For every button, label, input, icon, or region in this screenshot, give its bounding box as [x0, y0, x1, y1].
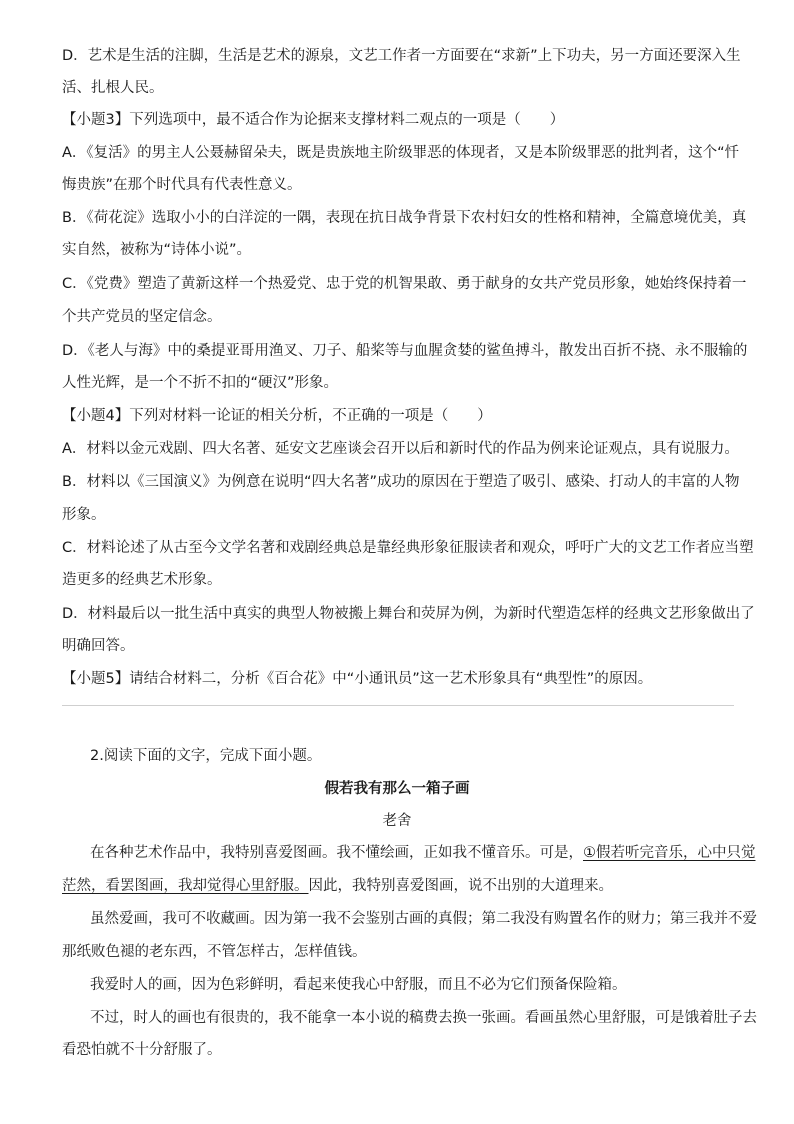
paragraph-1-text-cont: 因此，我特别喜爱图画，说不出别的大道理来。	[308, 878, 613, 894]
q4-option-d-line-1: D．材料最后以一批生活中真实的典型人物被搬上舞台和荧屏为例，为新时代塑造怎样的经典文艺形象做出了	[62, 606, 755, 622]
q4-option-b-line-2: 形象。	[62, 507, 106, 523]
question-5-stem: 【小题5】请结合材料二，分析《百合花》中“小通讯员”这一艺术形象具有“典型性”的原因。	[62, 671, 653, 687]
underlined-sentence-1: ①假若听完音乐，心中只觉	[583, 845, 756, 861]
option-d-line-1: D．艺术是生活的注脚，生活是艺术的源泉，文艺工作者一方面要在“求新”上下功夫，另一方面还要深入生	[62, 48, 741, 64]
q3-option-b-line-1: B．《荷花淀》选取小小的白洋淀的一隅，表现在抗日战争背景下农村妇女的性格和精神，全篇意境优美，真	[62, 210, 747, 226]
q4-option-a-line-1: A．材料以金元戏剧、四大名著、延安文艺座谈会召开以后和新时代的作品为例来论证观点，具有说服力。	[62, 441, 739, 457]
reading-intro: 2.阅读下面的文字，完成下面小题。	[90, 748, 322, 764]
q4-option-d-line-2: 明确回答。	[62, 638, 135, 654]
paragraph-3-line-1: 我爱时人的画，因为色彩鲜明，看起来使我心中舒服，而且不必为它们预备保险箱。	[90, 977, 627, 993]
paragraph-2-line-2: 那纸败色褪的老东西，不管怎样古，怎样值钱。	[62, 944, 367, 960]
paragraph-4-line-1: 不过，时人的画也有很贵的，我不能拿一本小说的稿费去换一张画。看画虽然心里舒服，可是饿着肚子去	[90, 1010, 757, 1026]
article-title: 假若我有那么一箱子画	[324, 781, 470, 797]
question-3-stem: 【小题3】下列选项中，最不适合作为论据来支撑材料二观点的一项是（ ）	[62, 112, 565, 128]
section-divider	[62, 705, 734, 706]
paragraph-2-line-1: 虽然爱画，我可不收藏画。因为第一我不会鉴别古画的真假；第二我没有购置名作的财力；第三我并不爱	[90, 911, 757, 927]
q3-option-c-line-1: C．《党费》塑造了黄新这样一个热爱党、忠于党的机智果敢、勇于献身的女共产党员形象，她始终保持着一	[62, 276, 747, 292]
underlined-sentence-1-cont: 茫然，看罢图画，我却觉得心里舒服。	[62, 878, 309, 894]
paragraph-1-text: 在各种艺术作品中，我特别喜爱图画。我不懂绘画，正如我不懂音乐。可是，	[90, 845, 583, 861]
q4-option-c-line-2: 造更多的经典艺术形象。	[62, 572, 222, 588]
q3-option-a-line-1: A．《复活》的男主人公聂赫留朵夫，既是贵族地主阶级罪恶的体现者，又是本阶级罪恶的批判者，这个“忏	[62, 145, 740, 161]
paragraph-1-line-1	[90, 843, 756, 863]
q3-option-b-line-2: 实自然，被称为“诗体小说”。	[62, 242, 252, 258]
q3-option-d-line-2: 人性光辉，是一个不折不扣的“硬汉”形象。	[62, 375, 339, 391]
q3-option-c-line-2: 个共产党员的坚定信念。	[62, 309, 222, 325]
q4-option-c-line-1: C．材料论述了从古至今文学名著和戏剧经典总是靠经典形象征服读者和观众，呼吁广大的文艺工作者应当塑	[62, 540, 754, 556]
option-d-line-2: 活、扎根人民。	[62, 80, 164, 96]
paragraph-4-line-2: 看恐怕就不十分舒服了。	[62, 1042, 222, 1058]
question-4-stem: 【小题4】下列对材料一论证的相关分析，不正确的一项是（ ）	[62, 408, 492, 424]
article-author: 老舍	[382, 813, 412, 829]
q4-option-b-line-1: B．材料以《三国演义》为例意在说明“四大名著”成功的原因在于塑造了吸引、感染、打动人的丰富的人物	[62, 474, 740, 490]
q3-option-a-line-2: 悔贵族”在那个时代具有代表性意义。	[62, 177, 302, 193]
paragraph-1-line-2	[62, 876, 734, 896]
q3-option-d-line-1: D．《老人与海》中的桑提亚哥用渔叉、刀子、船桨等与血腥贪婪的鲨鱼搏斗，散发出百折不挠、永不服输的	[62, 343, 748, 359]
